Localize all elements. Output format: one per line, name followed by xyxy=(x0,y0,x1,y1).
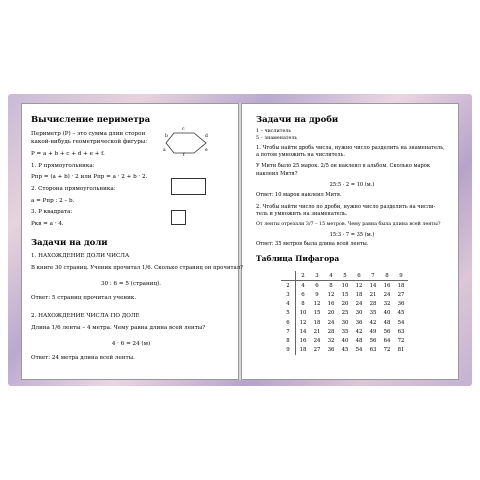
shape-label: c xyxy=(182,127,185,132)
shape-label: d xyxy=(205,134,208,139)
table-cell: 36 xyxy=(327,347,335,354)
table-cell: 21 xyxy=(313,328,321,335)
table-cell: 8 xyxy=(301,301,305,308)
table-cell: 18 xyxy=(355,291,363,298)
table-row xyxy=(281,346,408,355)
table-cell: 8 xyxy=(380,271,394,281)
solution-line: 15:3 · 7 = 35 (м.) xyxy=(329,232,375,238)
table-cell: 18 xyxy=(313,319,321,326)
table-cell: 4 xyxy=(281,300,296,309)
table-cell: 48 xyxy=(355,337,363,344)
perimeter-formula: P = a + b + c + d + e + f. xyxy=(31,151,105,157)
table-row xyxy=(281,318,408,327)
solution-line: 25:5 · 2 = 10 (м.) xyxy=(329,182,375,188)
table-cell: 54 xyxy=(397,319,405,326)
table-cell: 5 xyxy=(281,309,296,318)
table-cell: 18 xyxy=(397,282,405,289)
rule-line: тель и умножить на знаменатель. xyxy=(256,211,348,217)
table-cell: 40 xyxy=(341,337,349,344)
part-problem: В книге 30 страниц. Ученик прочитал 1/6. Сколько страниц он прочитал? xyxy=(31,265,244,271)
shape-label: a xyxy=(163,148,166,153)
table-cell: 12 xyxy=(313,301,321,308)
table-cell: 81 xyxy=(397,347,405,354)
problem-line: От ленты отрезали 3/7 – 15 метров. Чему равна была длина всей ленты? xyxy=(256,222,441,227)
rule-line: 1. Чтобы найти дробь числа, нужно число разделить на знаменатель, xyxy=(256,145,445,151)
problem-line: У Мити было 25 марок. 2/5 он наклеил в альбом. Сколько марок xyxy=(256,163,431,169)
table-row xyxy=(281,281,408,291)
whole-solution: 4 · 6 = 24 (м) xyxy=(111,341,151,347)
table-cell: 4 xyxy=(301,282,305,289)
table-cell: 12 xyxy=(327,291,335,298)
table-cell: 63 xyxy=(397,328,405,335)
table-cell: 28 xyxy=(327,328,335,335)
denominator-note: 5 – знаменатель xyxy=(256,136,297,141)
table-cell: 30 xyxy=(341,319,349,326)
fractions-title: Задачи на доли xyxy=(31,238,108,248)
table-cell: 12 xyxy=(355,282,363,289)
table-cell: 20 xyxy=(327,310,335,317)
table-cell: 16 xyxy=(299,337,307,344)
table-cell: 42 xyxy=(355,328,363,335)
table-cell: 42 xyxy=(369,319,377,326)
table-row xyxy=(281,271,408,281)
table-cell: 7 xyxy=(281,327,296,336)
table-cell: 16 xyxy=(383,282,391,289)
table-cell: 10 xyxy=(341,282,349,289)
shape-label: e xyxy=(205,148,208,153)
whole-answer: Ответ: 24 метра длина всей ленты. xyxy=(31,355,135,361)
shape-label: b xyxy=(165,134,168,139)
table-cell: 8 xyxy=(281,336,296,345)
table-cell: 35 xyxy=(341,328,349,335)
table-cell: 7 xyxy=(366,271,380,281)
table-cell: 27 xyxy=(397,291,405,298)
part-heading: 1. НАХОЖДЕНИЕ ДОЛИ ЧИСЛА xyxy=(31,253,130,259)
table-cell: 6 xyxy=(315,282,319,289)
table-cell: 12 xyxy=(299,319,307,326)
rectangle-formula: Pпр = (a + b) · 2 или Pпр = a · 2 + b · 2. xyxy=(31,174,148,180)
table-cell: 20 xyxy=(341,301,349,308)
perimeter-title: Вычисление периметра xyxy=(31,115,151,125)
table-cell: 27 xyxy=(313,347,321,354)
whole-heading: 2. НАХОЖДЕНИЕ ЧИСЛА ПО ДОЛЕ xyxy=(31,313,140,319)
table-cell: 63 xyxy=(369,347,377,354)
table-cell: 24 xyxy=(313,337,321,344)
problem-line: наклеил Митя? xyxy=(256,171,298,177)
table-row xyxy=(281,336,408,345)
part-solution: 30 : 6 = 5 (страниц). xyxy=(100,281,162,287)
table-row xyxy=(281,309,408,318)
table-cell: 10 xyxy=(299,310,307,317)
table-cell: 30 xyxy=(355,310,363,317)
table-cell: 15 xyxy=(313,310,321,317)
perimeter-line: Периметр (P) – это сумма длин сторон xyxy=(31,131,146,137)
table-cell xyxy=(281,271,296,281)
rule-line: а потом умножить на числитель. xyxy=(256,152,346,158)
table-cell: 24 xyxy=(327,319,335,326)
table-cell: 6 xyxy=(281,318,296,327)
rule-line: 2. Чтобы найти число по дроби, нужно число разделить на числи- xyxy=(256,204,436,210)
table-cell: 3 xyxy=(310,271,324,281)
table-cell: 14 xyxy=(369,282,377,289)
part-answer: Ответ: 5 страниц прочитал ученик. xyxy=(31,295,137,301)
table-cell: 49 xyxy=(369,328,377,335)
table-cell: 3 xyxy=(281,290,296,299)
table-cell: 18 xyxy=(299,347,307,354)
table-cell: 40 xyxy=(383,310,391,317)
notebook-spine xyxy=(239,103,241,380)
perimeter-line: 3. P квадрата: xyxy=(31,209,73,215)
table-cell: 35 xyxy=(369,310,377,317)
table-cell: 36 xyxy=(355,319,363,326)
side-formula: a = Pпр : 2 – b. xyxy=(31,198,75,204)
table-cell: 56 xyxy=(369,337,377,344)
table-cell: 45 xyxy=(341,347,349,354)
table-cell: 6 xyxy=(301,291,305,298)
table-cell: 9 xyxy=(281,346,296,355)
table-cell: 25 xyxy=(341,310,349,317)
right-title: Задачи на дроби xyxy=(256,115,339,125)
table-cell: 15 xyxy=(341,291,349,298)
perimeter-line: 2. Сторона прямоугольника: xyxy=(31,186,116,192)
table-cell: 9 xyxy=(394,271,408,281)
table-cell: 9 xyxy=(315,291,319,298)
square-figure xyxy=(171,210,186,225)
table-cell: 54 xyxy=(355,347,363,354)
table-cell: 24 xyxy=(355,301,363,308)
table-cell: 64 xyxy=(383,337,391,344)
table-row xyxy=(281,327,408,336)
shape-label: f xyxy=(183,153,185,158)
answer-line: Ответ: 35 метров была длина всей ленты. xyxy=(256,241,369,247)
table-cell: 4 xyxy=(324,271,338,281)
table-cell: 36 xyxy=(397,301,405,308)
table-row xyxy=(281,300,408,309)
hexagon-figure xyxy=(160,128,220,158)
table-title: Таблица Пифагора xyxy=(256,254,340,263)
table-cell: 16 xyxy=(327,301,335,308)
table-cell: 32 xyxy=(327,337,335,344)
table-cell: 21 xyxy=(369,291,377,298)
table-cell: 56 xyxy=(383,328,391,335)
perimeter-line: какой-нибудь геометрической фигуры: xyxy=(31,139,148,145)
perimeter-line: 1. P прямоугольника: xyxy=(31,163,95,169)
table-cell: 6 xyxy=(352,271,366,281)
table-cell: 14 xyxy=(299,328,307,335)
pythagoras-table xyxy=(281,271,408,355)
table-cell: 2 xyxy=(281,281,296,291)
table-cell: 72 xyxy=(383,347,391,354)
square-formula: Pкв = a · 4. xyxy=(31,221,64,227)
table-cell: 72 xyxy=(397,337,405,344)
table-cell: 2 xyxy=(296,271,311,281)
table-cell: 32 xyxy=(383,301,391,308)
table-cell: 5 xyxy=(338,271,352,281)
numerator-note: 1 – числитель xyxy=(256,129,291,134)
table-cell: 24 xyxy=(383,291,391,298)
rectangle-figure xyxy=(171,178,206,195)
table-cell: 48 xyxy=(383,319,391,326)
table-cell: 45 xyxy=(397,310,405,317)
whole-problem: Длина 1/6 ленты – 4 метра. Чему равна длина всей ленты? xyxy=(31,325,206,331)
table-cell: 8 xyxy=(329,282,333,289)
table-cell: 28 xyxy=(369,301,377,308)
answer-line: Ответ: 10 марок наклеил Митя. xyxy=(256,192,342,198)
table-row xyxy=(281,290,408,299)
